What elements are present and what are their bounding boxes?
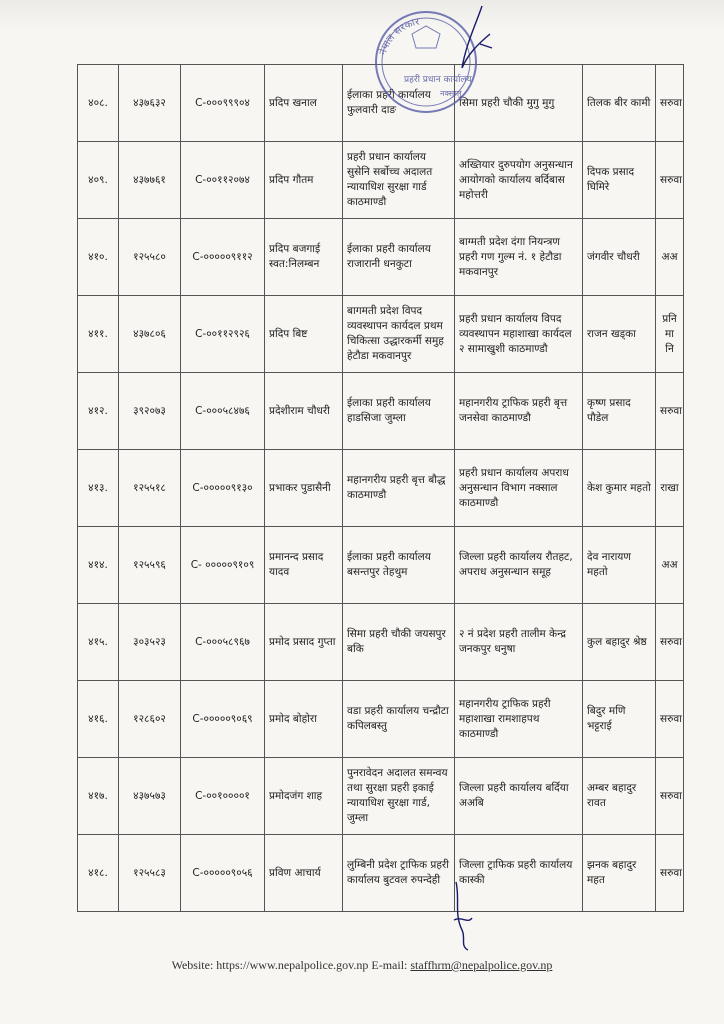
replacement-officer-cell: कृष्ण प्रसाद पौडेल bbox=[583, 373, 656, 450]
police-id-cell: ४३७६३२ bbox=[119, 65, 181, 142]
transfer-office-cell: जिल्ला ट्राफिक प्रहरी कार्यालय कास्की bbox=[455, 835, 583, 912]
table-row bbox=[78, 373, 684, 450]
transfer-office-cell: जिल्ला प्रहरी कार्यालय रौतहट, अपराध अनुसन्धान समूह bbox=[455, 527, 583, 604]
replacement-officer-cell: अम्बर बहादुर रावत bbox=[583, 758, 656, 835]
table-row bbox=[78, 219, 684, 296]
current-office-cell: लुम्बिनी प्रदेश ट्राफिक प्रहरी कार्यालय बुटवल रुपन्देही bbox=[343, 835, 455, 912]
employee-code-cell: C-०००००९०६९ bbox=[181, 681, 265, 758]
current-office-cell: ईलाका प्रहरी कार्यालय फुलवारी दाङ bbox=[343, 65, 455, 142]
employee-name-cell: प्रमानन्द प्रसाद यादव bbox=[265, 527, 343, 604]
transfer-office-cell: महानगरीय ट्राफिक प्रहरी बृत्त जनसेवा काठमाण्डौ bbox=[455, 373, 583, 450]
current-office-cell: वडा प्रहरी कार्यालय चन्द्रौटा कपिलबस्तु bbox=[343, 681, 455, 758]
employee-code-cell: C-००११२९२६ bbox=[181, 296, 265, 373]
employee-code-cell: C-०००००९११२ bbox=[181, 219, 265, 296]
employee-code-cell: C-०००५८४७६ bbox=[181, 373, 265, 450]
table-row bbox=[78, 142, 684, 219]
table-row bbox=[78, 758, 684, 835]
police-id-cell: ४३७८०६ bbox=[119, 296, 181, 373]
serial-number-cell: ४१०. bbox=[78, 219, 119, 296]
current-office-cell: बागमती प्रदेश विपद व्यवस्थापन कार्यदल प्रथम चिकित्सा उद्धारकर्मी समुह हेटौडा मकवानपुर bbox=[343, 296, 455, 373]
transfer-office-cell: अख्तियार दुरुपयोग अनुसन्धान आयोगको कार्यालय बर्दिबास महोत्तरी bbox=[455, 142, 583, 219]
transfer-office-cell: प्रहरी प्रधान कार्यालय अपराध अनुसन्धान विभाग नक्साल काठमाण्डौ bbox=[455, 450, 583, 527]
employee-name-cell: प्रदिप बजगाई स्वत:निलम्बन bbox=[265, 219, 343, 296]
serial-number-cell: ४१२. bbox=[78, 373, 119, 450]
employee-name-cell: प्रमोद प्रसाद गुप्ता bbox=[265, 604, 343, 681]
current-office-cell: ईलाका प्रहरी कार्यालय राजारानी धनकुटा bbox=[343, 219, 455, 296]
police-id-cell: १२५५९६ bbox=[119, 527, 181, 604]
serial-number-cell: ४१४. bbox=[78, 527, 119, 604]
svg-text:नक्सालु: नक्सालु bbox=[440, 89, 462, 98]
page-top-edge bbox=[0, 0, 724, 30]
police-id-cell: १२५५८० bbox=[119, 219, 181, 296]
transfer-office-cell: जिल्ला प्रहरी कार्यालय बर्दिया अअबि bbox=[455, 758, 583, 835]
employee-code-cell: C-०००५८९६७ bbox=[181, 604, 265, 681]
replacement-officer-cell: कुल बहादुर श्रेष्ठ bbox=[583, 604, 656, 681]
employee-name-cell: प्रमोद बोहोरा bbox=[265, 681, 343, 758]
remarks-cell: सरुवा bbox=[656, 681, 684, 758]
table-row bbox=[78, 835, 684, 912]
current-office-cell: महानगरीय प्रहरी बृत्त बौद्ध काठमाण्डौ bbox=[343, 450, 455, 527]
remarks-cell: सरुवा bbox=[656, 835, 684, 912]
serial-number-cell: ४०९. bbox=[78, 142, 119, 219]
remarks-cell: प्रनि मा नि bbox=[656, 296, 684, 373]
transfer-office-cell: महानगरीय ट्राफिक प्रहरी महाशाखा रामशाहपथ काठमाण्डौ bbox=[455, 681, 583, 758]
employee-code-cell: C-००११२०७४ bbox=[181, 142, 265, 219]
police-id-cell: ४३७७६१ bbox=[119, 142, 181, 219]
replacement-officer-cell: जंगवीर चौधरी bbox=[583, 219, 656, 296]
table-row bbox=[78, 65, 684, 142]
current-office-cell: ईलाका प्रहरी कार्यालय बसन्तपुर तेहथुम bbox=[343, 527, 455, 604]
footer-email-label: E-mail: bbox=[371, 958, 408, 972]
police-id-cell: ३९२०७३ bbox=[119, 373, 181, 450]
police-id-cell: १२८६०२ bbox=[119, 681, 181, 758]
table-row bbox=[78, 450, 684, 527]
employee-code-cell: C-०००००९१३० bbox=[181, 450, 265, 527]
employee-name-cell: प्रदिप खनाल bbox=[265, 65, 343, 142]
replacement-officer-cell: देव नारायण महतो bbox=[583, 527, 656, 604]
remarks-cell: सरुवा bbox=[656, 65, 684, 142]
current-office-cell: प्रहरी प्रधान कार्यालय सुसेनि सर्बोच्च अदालत न्यायाधिश सुरक्षा गार्ड काठमाण्डौ bbox=[343, 142, 455, 219]
remarks-cell: सरुवा bbox=[656, 142, 684, 219]
remarks-cell: सरुवा bbox=[656, 373, 684, 450]
employee-name-cell: प्रदेशीराम चौधरी bbox=[265, 373, 343, 450]
transfer-table bbox=[77, 64, 684, 912]
replacement-officer-cell: तिलक बीर कामी bbox=[583, 65, 656, 142]
transfer-office-cell: सिमा प्रहरी चौकी मुगु मुगु bbox=[455, 65, 583, 142]
table-row bbox=[78, 604, 684, 681]
page-footer bbox=[0, 958, 724, 973]
table-row bbox=[78, 527, 684, 604]
transfer-office-cell: प्रहरी प्रधान कार्यालय विपद व्यवस्थापन महाशाखा कार्यदल २ सामाखुशी काठमाण्डौ bbox=[455, 296, 583, 373]
remarks-cell: राखा bbox=[656, 450, 684, 527]
police-id-cell: १२५५१८ bbox=[119, 450, 181, 527]
police-id-cell: १२५५८३ bbox=[119, 835, 181, 912]
employee-code-cell: C- ०००००९१०९ bbox=[181, 527, 265, 604]
replacement-officer-cell: दिपक प्रसाद घिमिरे bbox=[583, 142, 656, 219]
serial-number-cell: ४१८. bbox=[78, 835, 119, 912]
replacement-officer-cell: बिदुर मणि भट्टराई bbox=[583, 681, 656, 758]
employee-name-cell: प्रदिप गौतम bbox=[265, 142, 343, 219]
transfer-office-cell: २ नं प्रदेश प्रहरी तालीम केन्द्र जनकपुर धनुषा bbox=[455, 604, 583, 681]
police-id-cell: ३०३५२३ bbox=[119, 604, 181, 681]
replacement-officer-cell: केश कुमार महतो bbox=[583, 450, 656, 527]
serial-number-cell: ४११. bbox=[78, 296, 119, 373]
remarks-cell: सरुवा bbox=[656, 758, 684, 835]
remarks-cell: अअ bbox=[656, 219, 684, 296]
employee-name-cell: प्रमोदजंग शाह bbox=[265, 758, 343, 835]
serial-number-cell: ४१३. bbox=[78, 450, 119, 527]
police-id-cell: ४३७५७३ bbox=[119, 758, 181, 835]
employee-name-cell: प्रविण आचार्य bbox=[265, 835, 343, 912]
table-body bbox=[78, 65, 684, 912]
svg-text:नेपाल सरकार: नेपाल सरकार bbox=[377, 16, 421, 57]
remarks-cell: अअ bbox=[656, 527, 684, 604]
serial-number-cell: ४०८. bbox=[78, 65, 119, 142]
footer-website: Website: https://www.nepalpolice.gov.np bbox=[171, 958, 369, 972]
current-office-cell: ईलाका प्रहरी कार्यालय हाडसिजा जुम्ला bbox=[343, 373, 455, 450]
employee-code-cell: C-००१००००१ bbox=[181, 758, 265, 835]
replacement-officer-cell: राजन खड्का bbox=[583, 296, 656, 373]
current-office-cell: पुनरावेदन अदालत समन्वय तथा सुरक्षा प्रहरी इकाई न्यायाधिश सुरक्षा गार्ड, जुम्ला bbox=[343, 758, 455, 835]
employee-name-cell: प्रदिप बिष्ट bbox=[265, 296, 343, 373]
svg-text:प्रहरी प्रधान कार्यालय: प्रहरी प्रधान कार्यालय bbox=[404, 75, 472, 85]
serial-number-cell: ४१६. bbox=[78, 681, 119, 758]
serial-number-cell: ४१५. bbox=[78, 604, 119, 681]
serial-number-cell: ४१७. bbox=[78, 758, 119, 835]
footer-email-link[interactable]: staffhrm@nepalpolice.gov.np bbox=[410, 958, 553, 972]
employee-name-cell: प्रभाकर पुडासैनी bbox=[265, 450, 343, 527]
table-row bbox=[78, 681, 684, 758]
current-office-cell: सिमा प्रहरी चौकी जयसपुर बकि bbox=[343, 604, 455, 681]
employee-code-cell: C-०००९९९०४ bbox=[181, 65, 265, 142]
transfer-office-cell: बाग्मती प्रदेश दंगा नियन्त्रण प्रहरी गण गुल्म नं. १ हेटौडा मकवानपुर bbox=[455, 219, 583, 296]
remarks-cell: सरुवा bbox=[656, 604, 684, 681]
employee-code-cell: C-०००००९०५६ bbox=[181, 835, 265, 912]
table-row bbox=[78, 296, 684, 373]
replacement-officer-cell: झनक बहादुर महत bbox=[583, 835, 656, 912]
